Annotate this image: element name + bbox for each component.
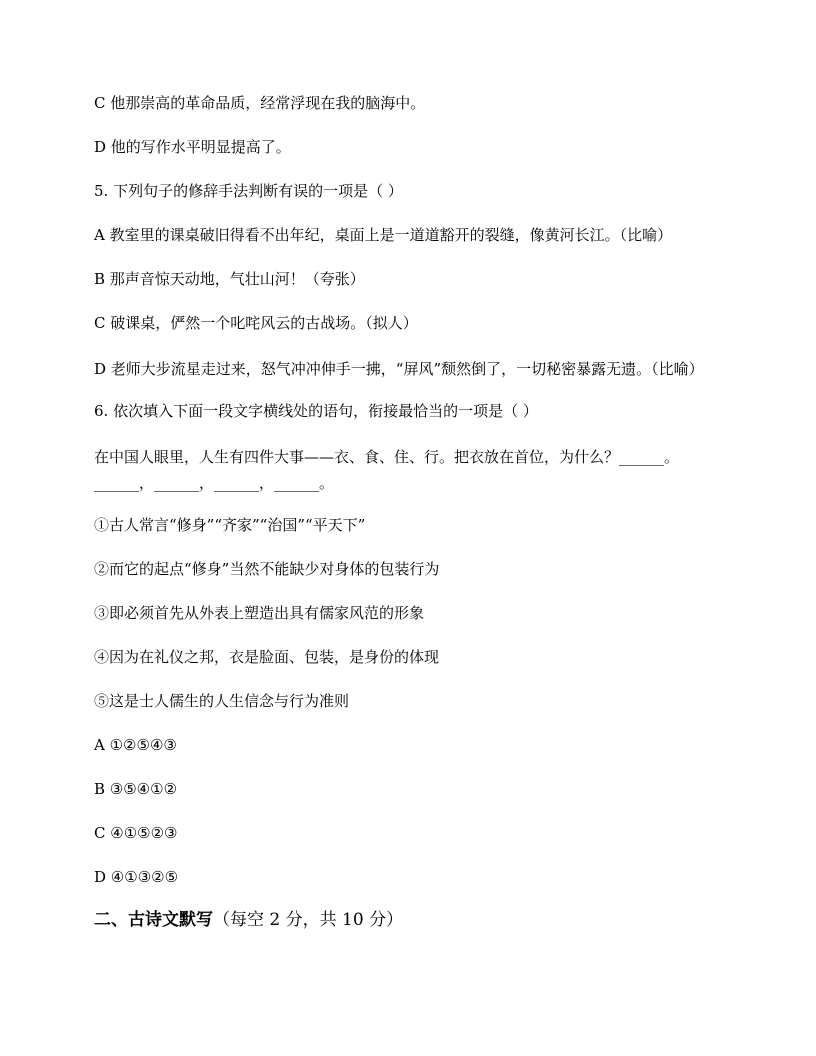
question-6-passage: 在中国人眼里，人生有四件大事——衣、食、住、行。把衣放在首位，为什么？______。______，______，______，______。 — [94, 448, 680, 492]
sentence-5: ⑤这是士人儒生的人生信念与行为准则 — [94, 692, 350, 710]
sentence-3: ③即必须首先从外表上塑造出具有儒家风范的形象 — [94, 604, 425, 622]
section-heading-title: 二、古诗文默写 — [94, 910, 213, 930]
option-d-previous: D 他的写作水平明显提高了。 — [94, 138, 291, 156]
sentence-2: ②而它的起点“修身”当然不能缺少对身体的包装行为 — [94, 560, 440, 578]
section-heading-note: （每空 2 分，共 10 分） — [213, 910, 404, 930]
question-5-option-a: A 教室里的课桌破旧得看不出年纪，桌面上是一道道豁开的裂缝，像黄河长江。（比喻） — [94, 226, 673, 244]
question-5-option-b: B 那声音惊天动地，气壮山河！（夸张） — [94, 270, 365, 288]
sentence-1: ①古人常言“修身”“齐家”“治国”“平天下” — [94, 516, 366, 534]
question-6-option-d: D ④①③②⑤ — [94, 868, 179, 886]
option-c-previous: C 他那崇高的革命品质，经常浮现在我的脑海中。 — [94, 94, 426, 112]
question-5: 5. 下列句子的修辞手法判断有误的一项是（ ） — [94, 182, 403, 200]
question-6-option-c: C ④①⑤②③ — [94, 824, 178, 842]
sentence-4: ④因为在礼仪之邦，衣是脸面、包装，是身份的体现 — [94, 648, 440, 666]
question-6-option-b: B ③⑤④①② — [94, 780, 178, 798]
question-6-option-a: A ①②⑤④③ — [94, 736, 177, 754]
question-5-option-d: D 老师大步流星走过来，怒气冲冲伸手一拂，“屏风”颓然倒了，一切秘密暴露无遗。（比喻） — [94, 360, 704, 378]
question-5-option-c: C 破课桌，俨然一个叱咤风云的古战场。（拟人） — [94, 314, 418, 332]
page-content — [94, 92, 734, 932]
section-heading — [94, 908, 734, 932]
question-6: 6. 依次填入下面一段文字横线处的语句，衔接最恰当的一项是（ ） — [94, 402, 538, 420]
